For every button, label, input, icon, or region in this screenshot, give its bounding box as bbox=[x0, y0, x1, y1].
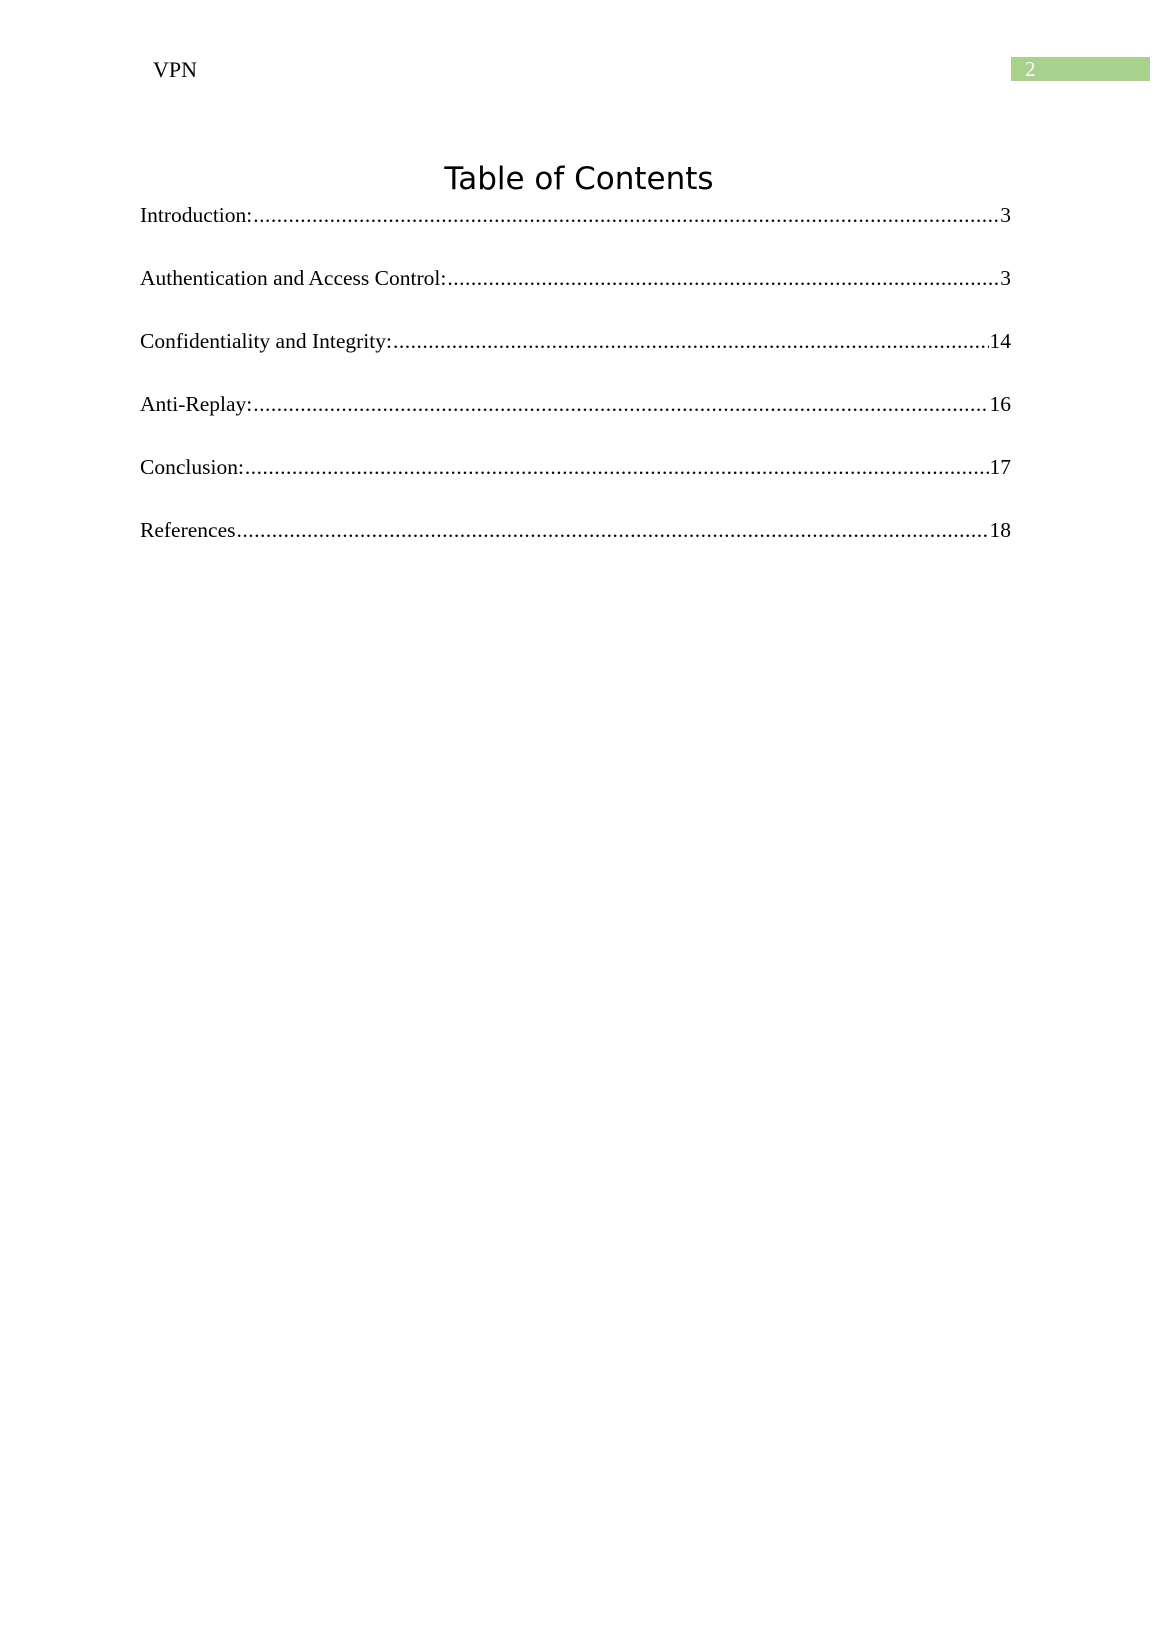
toc-entry-references[interactable] bbox=[140, 516, 1011, 579]
toc-heading: Table of Contents bbox=[444, 161, 714, 197]
toc-dot-leader bbox=[245, 453, 989, 481]
toc-dot-leader bbox=[393, 327, 989, 355]
toc-entry-label: Conclusion: bbox=[140, 455, 244, 479]
toc-dot-leader bbox=[447, 264, 999, 292]
toc-entry-page: 17 bbox=[989, 455, 1011, 479]
toc-entry-page: 14 bbox=[989, 329, 1011, 353]
toc-entry-label: Anti-Replay: bbox=[140, 392, 253, 416]
toc-entry-page: 16 bbox=[989, 392, 1011, 416]
toc-entry-conclusion[interactable] bbox=[140, 453, 1011, 516]
toc-dot-leader bbox=[237, 516, 989, 544]
page-number-badge: 2 bbox=[1011, 57, 1150, 81]
toc-entry-page: 3 bbox=[1000, 266, 1011, 290]
toc-entry-introduction[interactable] bbox=[140, 201, 1011, 264]
toc-entry-confidentiality[interactable] bbox=[140, 327, 1011, 390]
toc-list bbox=[140, 201, 1011, 579]
toc-entry-authentication[interactable] bbox=[140, 264, 1011, 327]
toc-entry-label: Introduction: bbox=[140, 203, 253, 227]
toc-dot-leader bbox=[253, 201, 999, 229]
toc-entry-label: References bbox=[140, 518, 236, 542]
toc-entry-label: Confidentiality and Integrity: bbox=[140, 329, 392, 353]
toc-entry-page: 3 bbox=[1000, 203, 1011, 227]
toc-entry-page: 18 bbox=[989, 518, 1011, 542]
running-header-title: VPN bbox=[153, 57, 198, 82]
toc-entry-label: Authentication and Access Control: bbox=[140, 266, 447, 290]
toc-dot-leader bbox=[253, 390, 988, 418]
toc-entry-anti-replay[interactable] bbox=[140, 390, 1011, 453]
